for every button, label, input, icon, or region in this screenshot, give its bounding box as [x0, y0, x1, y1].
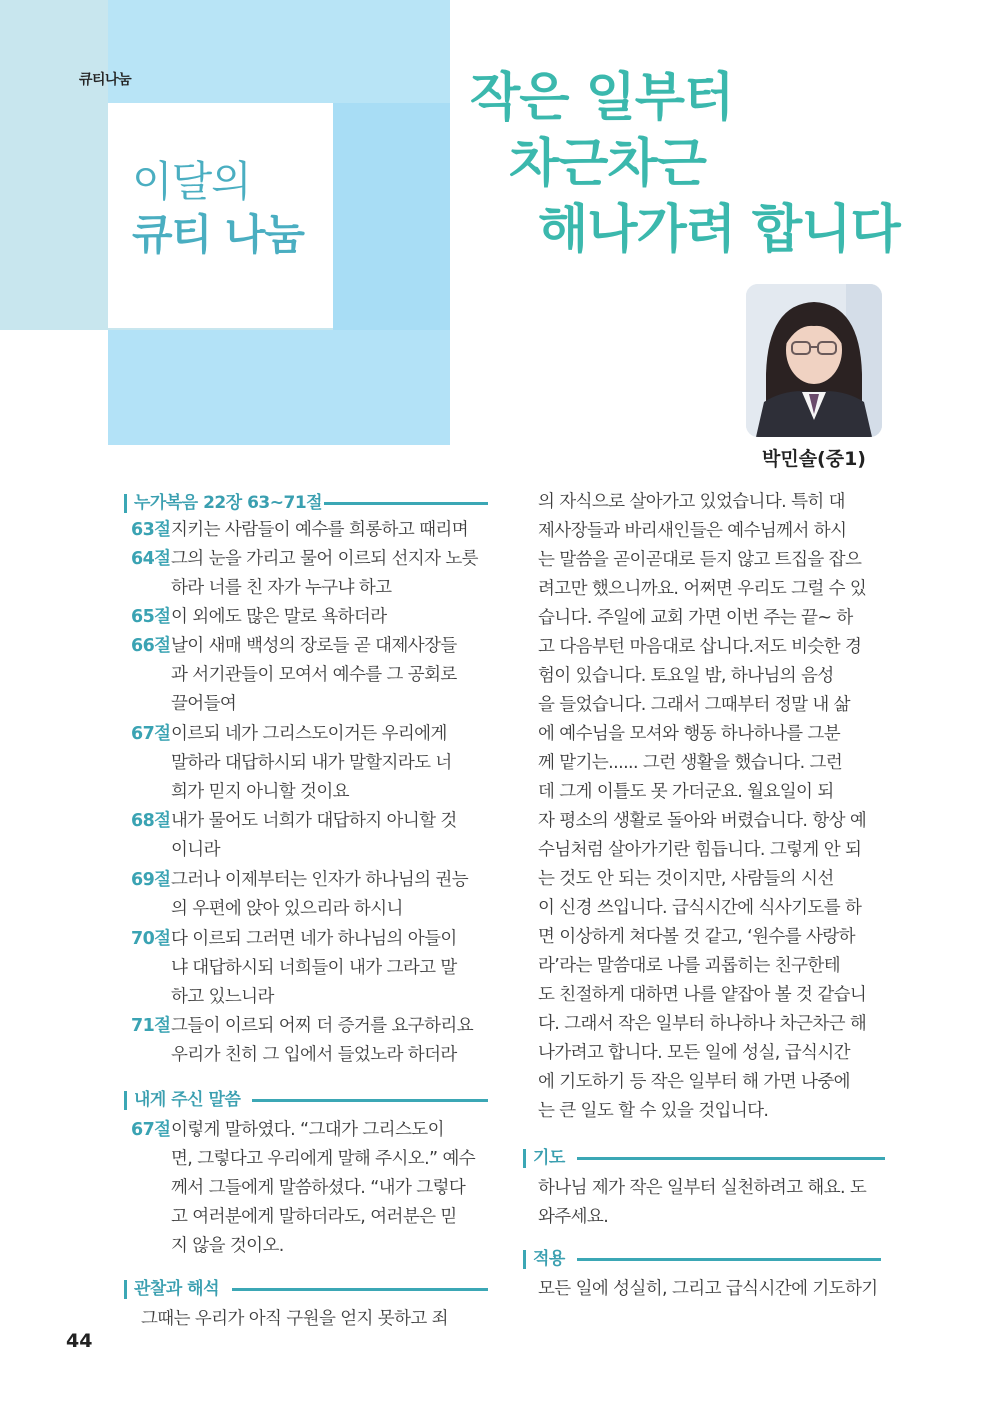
given-word-verse — [131, 1116, 491, 1261]
observation-heading-text: 관찰과 해석 — [134, 1279, 220, 1299]
verse-70 — [131, 925, 491, 1012]
text-line: 는 말씀을 곧이곧대로 듣지 않고 트집을 잡으 — [538, 550, 862, 570]
text-line: 는 것도 안 되는 것이지만, 사람들의 시선 — [538, 869, 834, 889]
verse-line: 다 이르되 그러면 네가 하나님의 아들이 — [171, 929, 457, 949]
text-line: 모든 일에 성실히, 그리고 급식시간에 기도하기 — [538, 1279, 878, 1299]
text-line: 는 큰 일도 할 수 있을 것입니다. — [538, 1101, 769, 1121]
application-heading — [523, 1246, 881, 1272]
verse-64 — [131, 545, 491, 603]
text-line: 라’라는 말씀대로 나를 괴롭히는 친구한테 — [538, 956, 840, 976]
text-line: 습니다. 주일에 교회 가면 이번 주는 끝~ 하 — [538, 608, 853, 628]
text-line: 자 평소의 생활로 돌아와 버렸습니다. 항상 예 — [538, 811, 867, 831]
verse-number: 67절 — [131, 1120, 171, 1140]
text-line: 하나님 제가 작은 일부터 실천하려고 해요. 도 — [538, 1178, 867, 1198]
page-number: 44 — [66, 1330, 93, 1352]
main-title-line2: 차근차근 — [509, 134, 706, 194]
verse-65 — [131, 603, 491, 632]
text-line: 데 그게 이틀도 못 가더군요. 월요일이 되 — [538, 782, 834, 802]
text-line: 에 기도하기 등 작은 일부터 해 가면 나중에 — [538, 1072, 850, 1092]
verse-63 — [131, 516, 491, 545]
text-line: 다. 그래서 작은 일부터 하나하나 차근차근 해 — [538, 1014, 867, 1034]
application-text — [538, 1275, 878, 1304]
heading-rule — [577, 1157, 885, 1160]
prayer-heading — [523, 1145, 885, 1171]
observation-heading — [124, 1276, 488, 1302]
header-bg-block-right — [333, 103, 450, 330]
header-bg-block-bottom — [108, 330, 450, 445]
heading-rule — [252, 1099, 488, 1102]
prayer-heading-text: 기도 — [533, 1148, 565, 1168]
verse-number: 65절 — [131, 607, 171, 627]
text-line: 에 예수님을 모셔와 행동 하나하나를 그분 — [538, 724, 840, 744]
scripture-heading-text: 누가복음 22장 63~71절 — [134, 493, 323, 513]
observation-text-left — [141, 1305, 448, 1334]
text-line: 나가려고 합니다. 모든 일에 성실, 급식시간 — [538, 1043, 850, 1063]
heading-bar — [523, 1149, 526, 1168]
text-line: 와주세요. — [538, 1207, 609, 1227]
verse-line: 냐 대답하시되 너희들이 내가 그라고 말 — [171, 958, 457, 978]
verse-line: 이 외에도 많은 말로 욕하더라 — [171, 607, 387, 627]
observation-text-right — [538, 488, 866, 1126]
verse-line: 하고 있느니라 — [171, 987, 274, 1007]
verse-line: 이니라 — [171, 840, 220, 860]
text-line: 제사장들과 바리새인들은 예수님께서 하시 — [538, 521, 847, 541]
verse-number: 68절 — [131, 811, 171, 831]
verse-number: 63절 — [131, 520, 171, 540]
scripture-heading — [124, 490, 488, 516]
verse-line: 희가 믿지 아니할 것이요 — [171, 782, 349, 802]
verse-number: 67절 — [131, 724, 171, 744]
main-title-line3: 해나가려 합니다 — [538, 200, 900, 260]
text-line: 그때는 우리가 아직 구원을 얻지 못하고 죄 — [141, 1309, 448, 1329]
verse-line: 우리가 친히 그 입에서 들었노라 하더라 — [171, 1045, 457, 1065]
main-title-line1: 작은 일부터 — [470, 68, 734, 128]
given-word-heading-text: 내게 주신 말씀 — [134, 1090, 241, 1110]
verse-68 — [131, 807, 491, 865]
heading-bar — [124, 1091, 127, 1110]
text-line: 의 자식으로 살아가고 있었습니다. 특히 대 — [538, 492, 845, 512]
verse-71 — [131, 1012, 491, 1070]
verse-66 — [131, 632, 491, 719]
verse-number: 71절 — [131, 1016, 171, 1036]
text-line: 고 다음부턴 마음대로 삽니다.저도 비슷한 경 — [538, 637, 862, 657]
verse-line: 그의 눈을 가리고 물어 이르되 선지자 노릇 — [171, 549, 478, 569]
verse-line: 말하라 대답하시되 내가 말할지라도 너 — [171, 753, 452, 773]
author-photo — [746, 284, 882, 437]
box-title-line2: 큐티 나눔 — [132, 210, 304, 259]
application-heading-text: 적용 — [533, 1249, 565, 1269]
verse-line: 날이 새매 백성의 장로들 곧 대제사장들 — [171, 636, 457, 656]
verse-line: 내가 물어도 너희가 대답하지 아니할 것 — [171, 811, 457, 831]
verse-line: 지 않을 것이오. — [171, 1236, 284, 1256]
section-label: 큐티나눔 — [79, 72, 132, 88]
text-line: 수님처럼 살아가기란 힘듭니다. 그렇게 안 되 — [538, 840, 862, 860]
text-line: 이 신경 쓰입니다. 급식시간에 식사기도를 하 — [538, 898, 862, 918]
verse-line: 이르되 네가 그리스도이거든 우리에게 — [171, 724, 447, 744]
verse-line: 끌어들여 — [171, 694, 237, 714]
text-line: 려고만 했으니까요. 어쩌면 우리도 그럴 수 있 — [538, 579, 867, 599]
heading-bar — [124, 1280, 127, 1299]
verse-line: 하라 너를 친 자가 누구냐 하고 — [171, 578, 392, 598]
box-title-line1: 이달의 — [132, 157, 251, 206]
verse-number: 70절 — [131, 929, 171, 949]
given-word-heading — [124, 1087, 488, 1113]
verse-number: 66절 — [131, 636, 171, 656]
verse-69 — [131, 866, 491, 924]
verse-line: 의 우편에 앉아 있으리라 하시니 — [171, 899, 403, 919]
verse-line: 면, 그렇다고 우리에게 말해 주시오.” 예수 — [171, 1149, 476, 1169]
heading-rule — [324, 502, 488, 505]
verse-line: 께서 그들에게 말씀하셨다. “내가 그렇다 — [171, 1178, 466, 1198]
box-title — [132, 155, 304, 261]
prayer-text — [538, 1174, 866, 1232]
verse-67 — [131, 720, 491, 807]
verse-line: 과 서기관들이 모여서 예수를 그 공회로 — [171, 665, 457, 685]
verse-number: 69절 — [131, 870, 171, 890]
heading-bar — [124, 494, 127, 513]
verse-line: 이렇게 말하였다. “그대가 그리스도이 — [171, 1120, 444, 1140]
text-line: 을 들었습니다. 그래서 그때부터 정말 내 삶 — [538, 695, 850, 715]
verse-line: 그러나 이제부터는 인자가 하나님의 권능 — [171, 870, 469, 890]
verse-line: 고 여러분에게 말하더라도, 여러분은 믿 — [171, 1207, 457, 1227]
verse-line: 그들이 이르되 어찌 더 증거를 요구하리요 — [171, 1016, 473, 1036]
heading-rule — [232, 1288, 488, 1291]
text-line: 도 친절하게 대하면 나를 얕잡아 볼 것 같습니 — [538, 985, 867, 1005]
heading-rule — [577, 1258, 881, 1261]
text-line: 험이 있습니다. 토요일 밤, 하나님의 음성 — [538, 666, 834, 686]
text-line: 면 이상하게 쳐다볼 것 같고, ‘원수를 사랑하 — [538, 927, 855, 947]
heading-bar — [523, 1250, 526, 1269]
photo-caption: 박민솔(중1) — [761, 448, 866, 470]
verse-line: 지키는 사람들이 예수를 희롱하고 때리며 — [171, 520, 469, 540]
text-line: 께 맡기는...... 그런 생활을 했습니다. 그런 — [538, 753, 843, 773]
header-bg-block-top — [108, 0, 450, 103]
verse-number: 64절 — [131, 549, 171, 569]
